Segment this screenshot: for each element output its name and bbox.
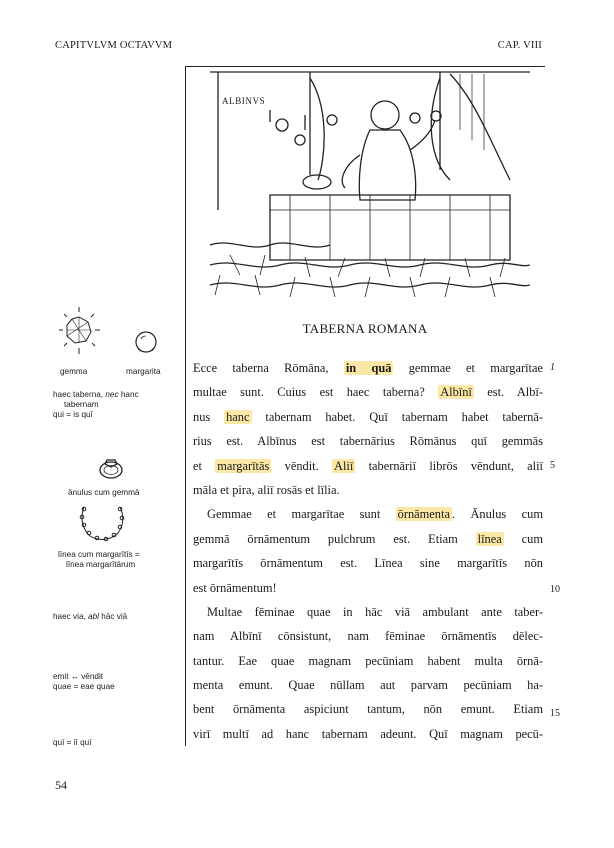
text-line-11: Multae fēminae quae in hāc viā ambulant ante taber- bbox=[207, 604, 543, 619]
gloss-haec-via: haec via, abl hāc viā bbox=[53, 612, 128, 621]
top-rule bbox=[185, 66, 545, 67]
highlight: ōrnāmenta bbox=[397, 507, 450, 522]
highlight: Albīnī bbox=[440, 385, 472, 400]
gemma-icon bbox=[55, 305, 103, 357]
text-line-10: est ōrnāmentum! bbox=[193, 580, 277, 595]
gloss-emit-vendit: emit ↔ vēndit bbox=[53, 672, 104, 681]
gloss-qui-ii-qui: quī = iī quī bbox=[53, 738, 92, 747]
highlight: hanc bbox=[226, 409, 250, 424]
gloss-quae-eae-quae: quae = eae quae bbox=[53, 682, 115, 691]
linea-icon bbox=[78, 503, 128, 543]
highlight: margarītās bbox=[217, 458, 270, 473]
margin-rule bbox=[185, 66, 186, 746]
shop-sign: ALBINVS bbox=[222, 96, 266, 106]
text-line-4: rius est. Albīnus est tabernārius Rōmānus quī gemmās bbox=[193, 434, 543, 449]
highlight: in quā bbox=[345, 361, 392, 375]
line-number-10: 10 bbox=[550, 584, 560, 595]
gloss-linea-1: līnea cum margarītīs = bbox=[58, 550, 140, 559]
highlight: līnea bbox=[477, 531, 502, 546]
line-number-5: 5 bbox=[550, 460, 555, 471]
line-number-15: 15 bbox=[550, 708, 560, 719]
text-line-3: nus hanc tabernam habet. Quī tabernam habet tabernā- bbox=[193, 409, 543, 424]
text-line-2: multae sunt. Cuius est haec taberna? Albīnī est. Albī- bbox=[193, 385, 543, 400]
text-line-9: margarītīs ōrnāmentum est. Līnea sine margarītīs nōn bbox=[193, 556, 543, 571]
gloss-margarita: margarita bbox=[126, 367, 161, 376]
gloss-haec-taberna: haec taberna, nec hanc bbox=[53, 390, 139, 399]
text-line-1: Ecce taberna Rōmāna, in quā gemmae et margarītae bbox=[193, 361, 543, 375]
line-number-1: 1 bbox=[550, 362, 555, 373]
anulus-icon bbox=[96, 452, 126, 482]
gloss-tabernam: tabernam bbox=[64, 400, 99, 409]
gloss-gemma: gemma bbox=[60, 367, 88, 376]
running-head-left: CAPITVLVM OCTAVVM bbox=[55, 40, 173, 51]
margarita-icon bbox=[132, 328, 160, 356]
page-number: 54 bbox=[55, 778, 67, 792]
text-line-13: tantur. Eae quae magnam pecūniam habent multa ōrnā- bbox=[193, 653, 543, 668]
text-line-5: et margarītās vēndit. Aliī tabernāriī librōs vēndunt, aliī bbox=[193, 458, 544, 473]
gloss-anulus: ānulus cum gemmā bbox=[68, 488, 140, 497]
gloss-linea-2: līnea margarītārum bbox=[66, 560, 136, 569]
text-line-15: bent ōrnāmenta aspiciunt tantum, nōn emunt. Etiam bbox=[193, 702, 543, 717]
illustration-caption: TABERNA ROMANA bbox=[302, 321, 428, 336]
text-line-12: nam Albīnī cōnsistunt, nam fēminae ōrnāmentīs dēlec- bbox=[193, 629, 543, 644]
text-line-14: menta emunt. Quae nūllam aut parvam pecūniam ha- bbox=[193, 678, 543, 693]
text-line-8: gemmā ōrnāmentum pulchrum est. Etiam līnea cum bbox=[193, 531, 543, 546]
main-text bbox=[193, 356, 543, 746]
gloss-qui-is-qui: qui = is quī bbox=[53, 410, 93, 419]
text-line-16: virī multī ad hanc tabernam adeunt. Quī magnam pecū- bbox=[193, 726, 543, 741]
running-head-right: CAP. VIII bbox=[497, 40, 542, 51]
text-line-7: Gemmae et margarītae sunt ōrnāmenta . Ānulus cum bbox=[207, 507, 543, 522]
text-line-6: māla et pira, aliī rosās et līlia. bbox=[193, 482, 340, 497]
highlight: Aliī bbox=[334, 458, 354, 473]
